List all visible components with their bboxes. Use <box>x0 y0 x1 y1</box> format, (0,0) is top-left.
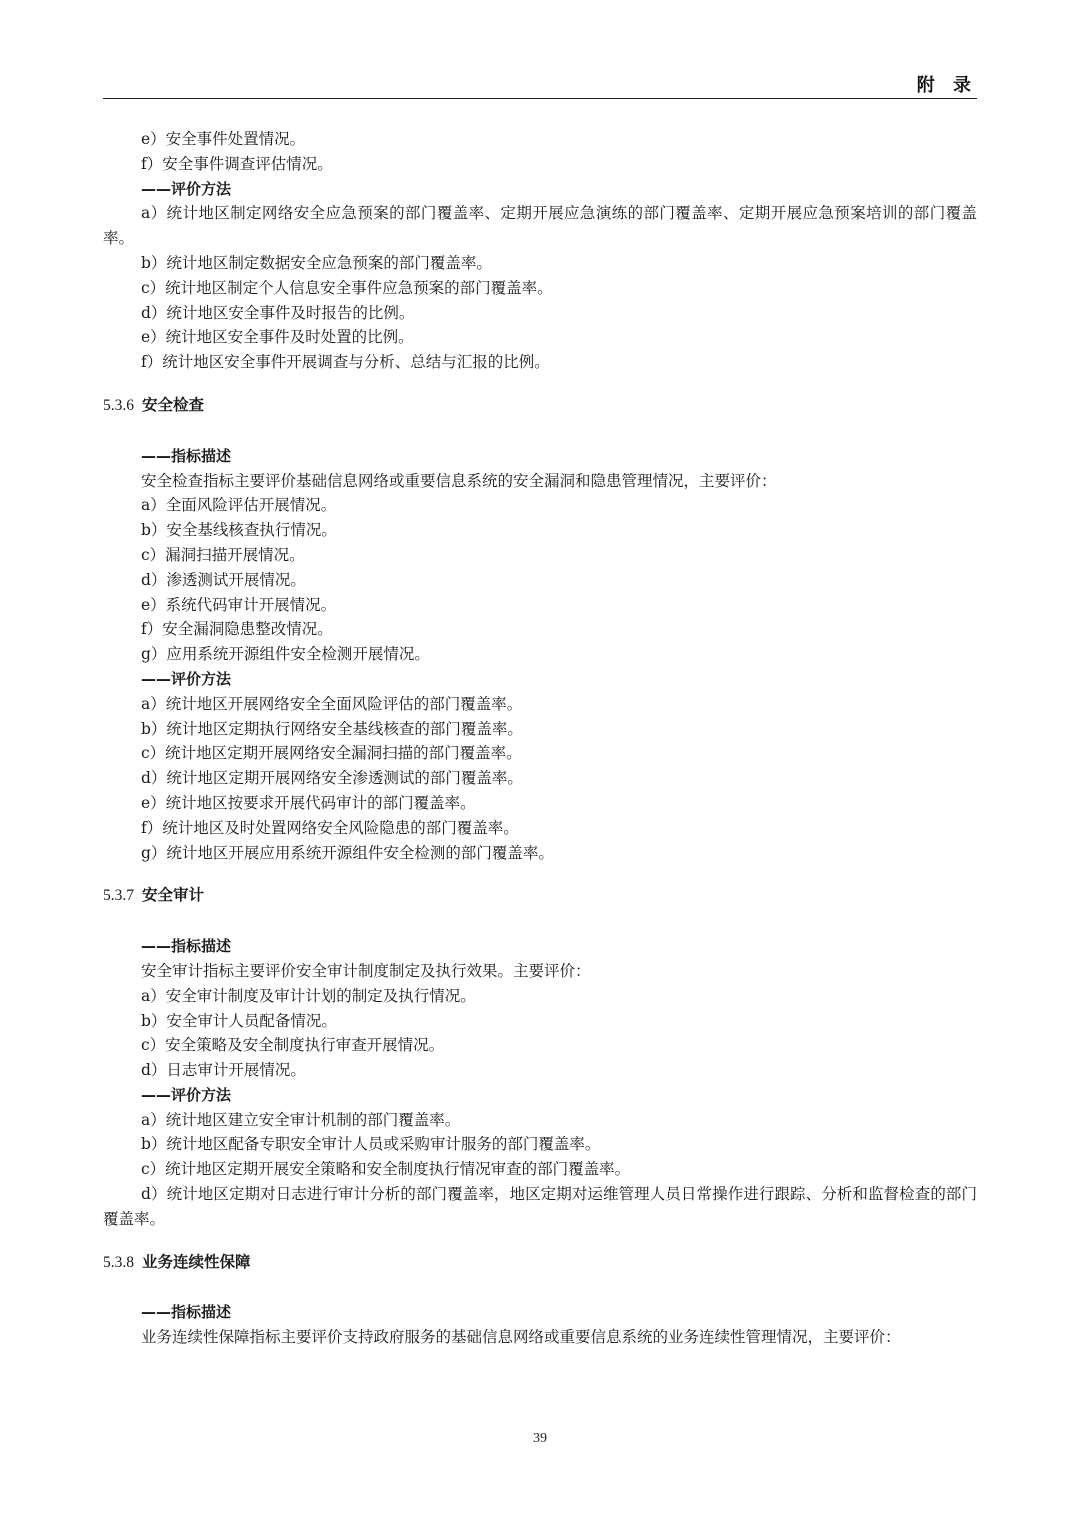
section-title: 安全检查 <box>142 395 205 414</box>
list-item: b）统计地区定期执行网络安全基线核查的部门覆盖率。 <box>141 719 523 738</box>
list-item: c）统计地区制定个人信息安全事件应急预案的部门覆盖率。 <box>141 278 553 297</box>
section-number: 5.3.7 <box>103 887 134 905</box>
list-item: d）渗透测试开展情况。 <box>141 570 306 589</box>
description-intro: 安全检查指标主要评价基础信息网络或重要信息系统的安全漏洞和隐患管理情况，主要评价： <box>141 471 777 490</box>
list-item: g）应用系统开源组件安全检测开展情况。 <box>141 645 430 664</box>
list-item: d）统计地区安全事件及时报告的比例。 <box>141 303 415 322</box>
running-header-title: 附 录 <box>916 75 977 96</box>
method-label: ——评价方法 <box>141 1085 232 1104</box>
list-item: a）全面风险评估开展情况。 <box>141 496 337 515</box>
list-item: f）统计地区及时处置网络安全风险隐患的部门覆盖率。 <box>141 818 519 837</box>
list-item: a）统计地区建立安全审计机制的部门覆盖率。 <box>141 1110 461 1129</box>
list-item: e）统计地区按要求开展代码审计的部门覆盖率。 <box>141 793 476 812</box>
description-intro: 安全审计指标主要评价安全审计制度制定及执行效果。主要评价： <box>141 961 591 980</box>
description-label: ——指标描述 <box>141 1303 232 1322</box>
list-item: d）统计地区定期开展网络安全渗透测试的部门覆盖率。 <box>141 769 523 788</box>
list-item: c）统计地区定期开展网络安全漏洞扫描的部门覆盖率。 <box>141 744 522 763</box>
list-item: g）统计地区开展应用系统开源组件安全检测的部门覆盖率。 <box>141 843 554 862</box>
page-body <box>103 127 977 1350</box>
list-item: b）统计地区制定数据安全应急预案的部门覆盖率。 <box>141 253 492 272</box>
list-item: f）安全事件调查评估情况。 <box>141 154 333 173</box>
section-title: 业务连续性保障 <box>142 1252 251 1271</box>
list-item: c）漏洞扫描开展情况。 <box>141 545 305 564</box>
section-number: 5.3.6 <box>103 396 134 414</box>
list-item: e）统计地区安全事件及时处置的比例。 <box>141 328 414 347</box>
description-label: ——指标描述 <box>141 446 232 465</box>
list-item: f）安全漏洞隐患整改情况。 <box>141 620 333 639</box>
method-label: ——评价方法 <box>141 669 232 688</box>
section-number: 5.3.8 <box>103 1253 134 1271</box>
list-item: e）安全事件处置情况。 <box>141 130 306 148</box>
method-label: ——评价方法 <box>141 179 232 198</box>
list-item: b）统计地区配备专职安全审计人员或采购审计服务的部门覆盖率。 <box>141 1135 601 1154</box>
list-item: d）统计地区定期对日志进行审计分析的部门覆盖率，地区定期对运维管理人员日常操作进行跟踪、分析和监督检查的部门覆盖率。 <box>103 1185 977 1228</box>
description-intro: 业务连续性保障指标主要评价支持政府服务的基础信息网络或重要信息系统的业务连续性管理情况，主要评价： <box>141 1328 901 1347</box>
list-item: b）安全基线核查执行情况。 <box>141 521 337 540</box>
list-item: c）安全策略及安全制度执行审查开展情况。 <box>141 1036 445 1055</box>
section-heading-5-3-6 <box>103 393 977 419</box>
list-item: a）统计地区制定网络安全应急预案的部门覆盖率、定期开展应急演练的部门覆盖率、定期开展应急预案培训的部门覆盖率。 <box>103 204 977 248</box>
list-item: b）安全审计人员配备情况。 <box>141 1011 337 1030</box>
page-number: 39 <box>533 1431 547 1446</box>
list-item: d）日志审计开展情况。 <box>141 1061 306 1080</box>
list-item: a）安全审计制度及审计计划的制定及执行情况。 <box>141 986 476 1005</box>
section-title: 安全审计 <box>142 886 205 905</box>
list-item: c）统计地区定期开展安全策略和安全制度执行情况审查的部门覆盖率。 <box>141 1160 631 1179</box>
list-item: f）统计地区安全事件开展调查与分析、总结与汇报的比例。 <box>141 353 550 372</box>
list-item: a）统计地区开展网络安全全面风险评估的部门覆盖率。 <box>141 694 523 713</box>
description-label: ——指标描述 <box>141 937 232 956</box>
section-heading-5-3-8 <box>103 1250 977 1276</box>
list-item: e）系统代码审计开展情况。 <box>141 595 337 614</box>
section-heading-5-3-7 <box>103 883 977 909</box>
header-divider <box>103 98 977 99</box>
